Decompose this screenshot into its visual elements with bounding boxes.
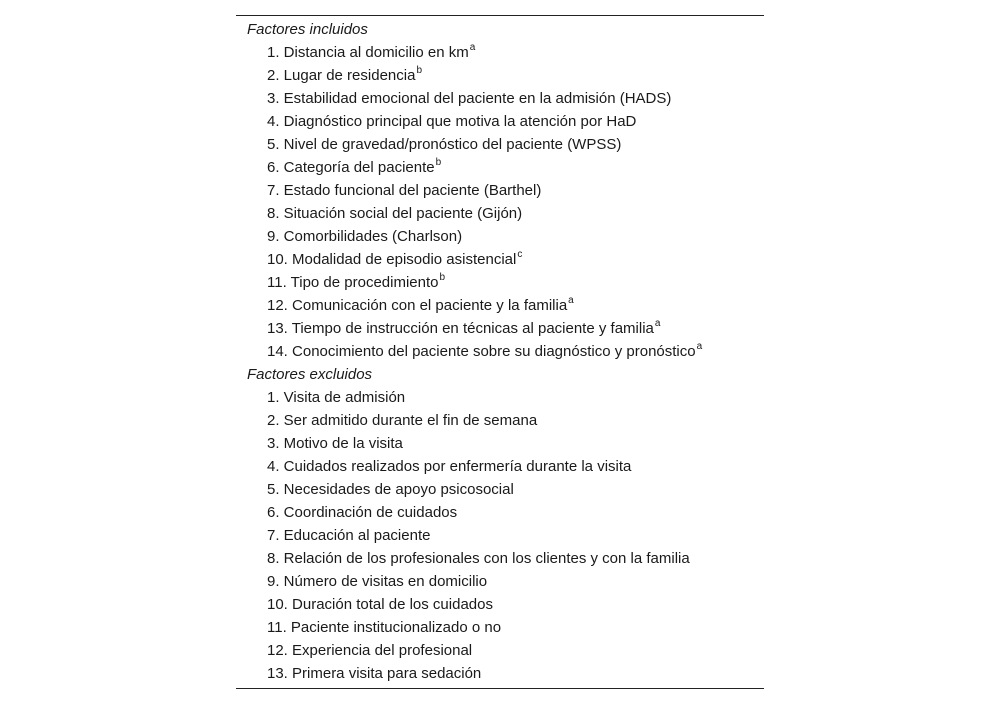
factor-text: 3. Estabilidad emocional del paciente en la admisión (HADS) (267, 90, 672, 107)
included-factor-item (236, 87, 764, 110)
included-factor-item (236, 225, 764, 248)
included-factor-item (236, 41, 764, 64)
factor-text: 4. Cuidados realizados por enfermería durante la visita (267, 458, 632, 475)
excluded-factor-item (236, 570, 764, 593)
factor-text: 11. Tipo de procedimiento (267, 274, 439, 291)
factor-text: 5. Nivel de gravedad/pronóstico del paciente (WPSS) (267, 136, 622, 153)
factors-table (236, 15, 764, 689)
factor-text: 7. Educación al paciente (267, 527, 431, 544)
footnote-marker: a (696, 341, 703, 352)
excluded-factor-item (236, 524, 764, 547)
excluded-factor-item (236, 616, 764, 639)
factor-text: 2. Lugar de residencia (267, 67, 416, 84)
excluded-factor-item (236, 455, 764, 478)
footnote-marker: a (469, 42, 476, 53)
factor-text: 8. Situación social del paciente (Gijón) (267, 205, 523, 222)
included-factor-item (236, 133, 764, 156)
excluded-factor-item (236, 409, 764, 432)
included-factor-item (236, 110, 764, 133)
included-factor-item (236, 202, 764, 225)
factor-text: 6. Categoría del paciente (267, 159, 435, 176)
included-factor-item (236, 179, 764, 202)
factor-text: 6. Coordinación de cuidados (267, 504, 458, 521)
factor-text: 12. Experiencia del profesional (267, 642, 473, 659)
excluded-factor-item (236, 662, 764, 685)
included-factor-item (236, 317, 764, 340)
excluded-factor-item (236, 478, 764, 501)
excluded-factor-item (236, 639, 764, 662)
factor-text: 11. Paciente institucionalizado o no (267, 619, 502, 636)
footnote-marker: b (416, 65, 422, 76)
factor-text: 7. Estado funcional del paciente (Barthel) (267, 182, 542, 199)
excluded-factor-item (236, 501, 764, 524)
excluded-heading: Factores excluidos (247, 366, 373, 383)
factor-text: 1. Visita de admisión (267, 389, 406, 406)
factor-text: 1. Distancia al domicilio en km (267, 44, 469, 61)
factor-text: 12. Comunicación con el paciente y la familia (267, 297, 568, 314)
included-list (236, 41, 764, 363)
excluded-factor-item (236, 547, 764, 570)
factor-text: 9. Comorbilidades (Charlson) (267, 228, 463, 245)
excluded-factor-item (236, 593, 764, 616)
included-factor-item (236, 64, 764, 87)
included-factor-item (236, 294, 764, 317)
factor-text: 10. Duración total de los cuidados (267, 596, 493, 613)
factor-text: 3. Motivo de la visita (267, 435, 403, 452)
factor-text: 4. Diagnóstico principal que motiva la atención por HaD (267, 113, 637, 130)
factor-text: 13. Primera visita para sedación (267, 665, 482, 682)
included-factor-item (236, 340, 764, 363)
included-factor-item (236, 248, 764, 271)
footnote-marker: a (568, 295, 574, 306)
footnote-marker: c (517, 249, 523, 260)
included-heading: Factores incluidos (247, 21, 368, 38)
factor-text: 9. Número de visitas en domicilio (267, 573, 488, 590)
footnote-marker: a (654, 318, 661, 329)
factor-text: 13. Tiempo de instrucción en técnicas al paciente y familia (267, 320, 654, 337)
included-factor-item (236, 156, 764, 179)
factor-text: 14. Conocimiento del paciente sobre su diagnóstico y pronóstico (267, 343, 696, 360)
factor-text: 8. Relación de los profesionales con los clientes y con la familia (267, 550, 690, 567)
excluded-list (236, 386, 764, 685)
factor-text: 10. Modalidad de episodio asistencial (267, 251, 517, 268)
excluded-factor-item (236, 386, 764, 409)
excluded-factor-item (236, 432, 764, 455)
footnote-marker: b (439, 272, 446, 283)
included-factor-item (236, 271, 764, 294)
footnote-marker: b (435, 157, 442, 168)
factor-text: 2. Ser admitido durante el fin de semana (267, 412, 538, 429)
factor-text: 5. Necesidades de apoyo psicosocial (267, 481, 514, 498)
